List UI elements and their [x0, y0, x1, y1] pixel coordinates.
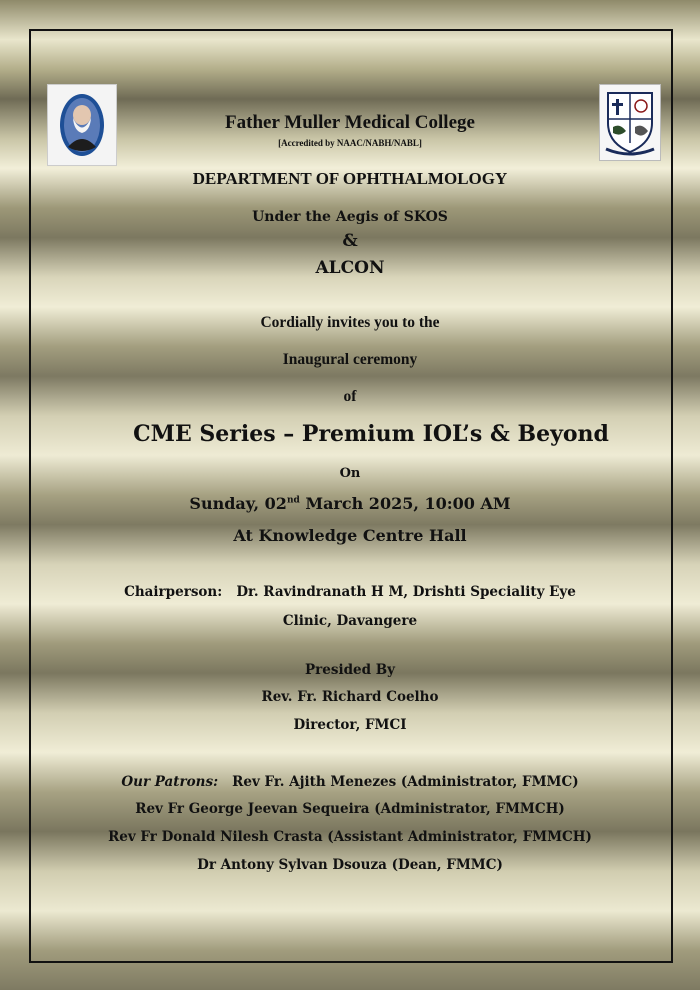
- aegis-line: Under the Aegis of SKOS: [252, 209, 448, 225]
- patron-item: Rev Fr Donald Nilesh Crasta (Assistant Administrator, FMMCH): [108, 829, 592, 845]
- date-suffix: nd: [286, 495, 300, 506]
- ampersand: &: [342, 231, 358, 251]
- patron-item: Dr Antony Sylvan Dsouza (Dean, FMMC): [197, 857, 503, 873]
- date-rest: March 2025, 10:00 AM: [299, 494, 511, 513]
- event-date: [0, 494, 700, 513]
- chairperson-block: [100, 578, 600, 636]
- sponsor-name: ALCON: [315, 258, 385, 278]
- invite-line: Cordially invites you to the: [260, 314, 440, 331]
- event-venue: At Knowledge Centre Hall: [233, 526, 467, 545]
- department-name: DEPARTMENT OF OPHTHALMOLOGY: [192, 169, 508, 188]
- date-prefix: Sunday, 02: [189, 494, 287, 513]
- accreditation-text: [Accredited by NAAC/NABH/NABL]: [278, 138, 422, 148]
- presided-name: Rev. Fr. Richard Coelho: [261, 689, 439, 705]
- event-title: CME Series – Premium IOL’s & Beyond: [133, 421, 609, 447]
- chairperson-value: Dr. Ravindranath H M, Drishti Speciality Eye Clinic, Davangere: [236, 584, 576, 629]
- patron-item: Rev Fr George Jeevan Sequeira (Administrator, FMMCH): [135, 801, 565, 817]
- patrons-first-line: [0, 774, 700, 790]
- chairperson-label: Chairperson:: [124, 584, 223, 600]
- patron-item: Rev Fr. Ajith Menezes (Administrator, FMMC): [232, 774, 579, 790]
- presided-label: Presided By: [304, 662, 395, 678]
- of-line: of: [343, 388, 357, 405]
- presided-title: Director, FMCI: [293, 717, 407, 733]
- on-label: On: [339, 466, 361, 481]
- patrons-label: Our Patrons:: [121, 774, 219, 790]
- ceremony-line: Inaugural ceremony: [282, 351, 418, 368]
- college-name: Father Muller Medical College: [225, 112, 475, 133]
